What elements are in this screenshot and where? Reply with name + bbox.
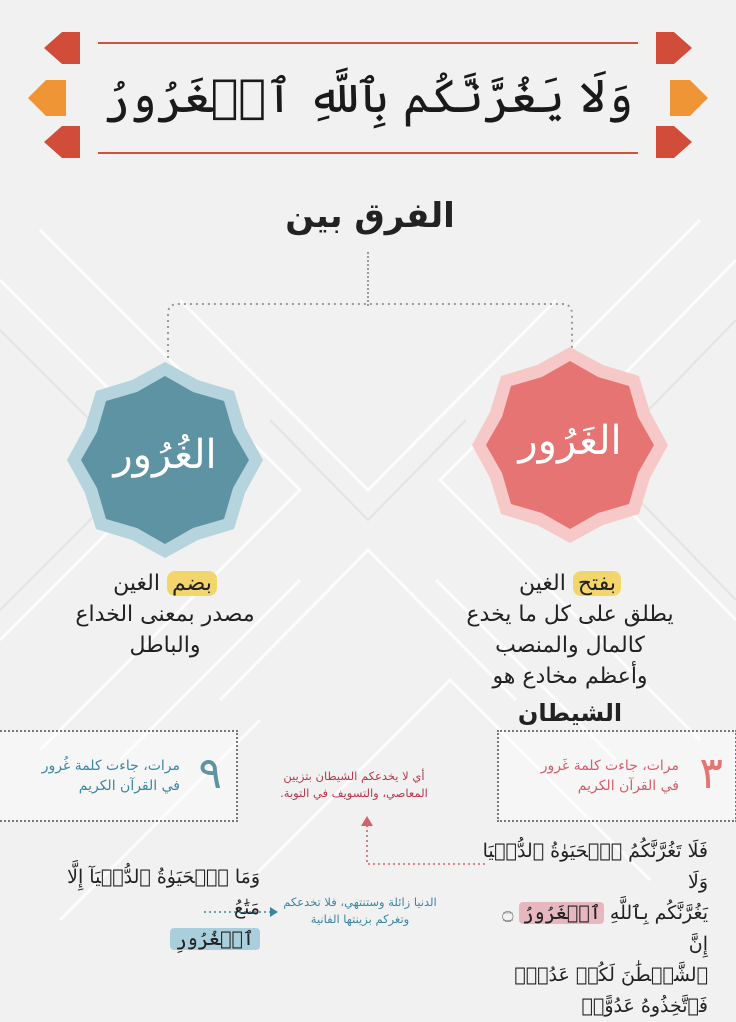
left-term-description	[50, 568, 280, 661]
verse-title: وَلَا يَغُرَّنَّكُم بِٱللَّهِ ٱلۡغَرُورُ	[102, 69, 634, 123]
left-term-word: الغُرُور	[113, 432, 217, 478]
right-count-text	[509, 756, 679, 796]
header-top-line	[98, 42, 638, 44]
right-desc-line2: يطلق على كل ما يخدع	[466, 602, 674, 627]
left-verse-line1: وَمَا ٱلۡحَيَوٰةُ ٱلدُّنۡيَآ إِلَّا مَتَٰعُ	[67, 866, 260, 919]
right-desc-line4: وأعظم مخادع هو	[492, 664, 648, 689]
left-desc-line1: الغين	[113, 571, 160, 596]
connector-stem	[367, 252, 369, 306]
right-verse-line1: فَلَا تَغُرَّنَّكُمُ ٱلۡحَيَوٰةُ ٱلدُّنۡيَا وَلَا	[482, 840, 708, 893]
right-verse-line3: ٱلشَّيۡطَٰنَ لَكُمۡ عَدُوّٞ فَٱتَّخِذُوهُ عَدُوًّاۚ	[514, 964, 708, 1017]
left-count-box	[0, 730, 238, 822]
right-verse-line2-b: ۝ إِنَّ	[502, 902, 708, 955]
right-explanation-note: أي لا يخدعكم الشيطان بتزيين المعاصي، والتسويف في التوبة.	[280, 769, 428, 800]
page-subtitle: الفرق بين	[285, 196, 455, 236]
left-desc-line3: والباطل	[129, 633, 201, 658]
right-desc-line1: الغين	[519, 571, 566, 596]
right-count-number: ٣	[699, 748, 723, 799]
left-explanation-note: الدنيا زائلة وستنتهي، فلا تخدعكم وتغركم بزينتها الفانية	[283, 895, 437, 926]
right-verse	[478, 836, 708, 1022]
left-desc-line2: مصدر بمعنى الخداع	[75, 602, 255, 627]
right-verse-line2	[478, 898, 708, 960]
right-note-arrow	[355, 812, 495, 872]
right-desc-line3: كالمال والمنصب	[495, 633, 645, 658]
right-term-word: الغَرُور	[518, 418, 622, 464]
left-count-text-line1: مرات، جاءت كلمة غُرور	[41, 758, 180, 774]
right-count-text-line1: مرات، جاءت كلمة غَرور	[540, 758, 679, 774]
left-verse-highlight: ٱلۡغُرُورِ	[170, 928, 260, 950]
right-verse-line2-a: يَغُرَّنَّكُم بِٱللَّهِ	[609, 902, 708, 924]
left-count-text-line2: في القرآن الكريم	[78, 778, 180, 794]
left-count-text	[10, 756, 180, 796]
right-count-box	[497, 730, 736, 822]
right-desc-line5: الشيطان	[517, 699, 623, 727]
right-term-description	[440, 568, 700, 729]
right-count-text-line2: في القرآن الكريم	[577, 778, 679, 794]
left-highlight: بضم	[167, 571, 217, 596]
header-bottom-line	[98, 152, 638, 154]
left-count-number: ٩	[198, 748, 222, 799]
right-verse-highlight: ٱلۡغَرُورُ	[519, 902, 603, 924]
right-highlight: بفتح	[573, 571, 621, 596]
left-note-arrow	[200, 904, 280, 920]
